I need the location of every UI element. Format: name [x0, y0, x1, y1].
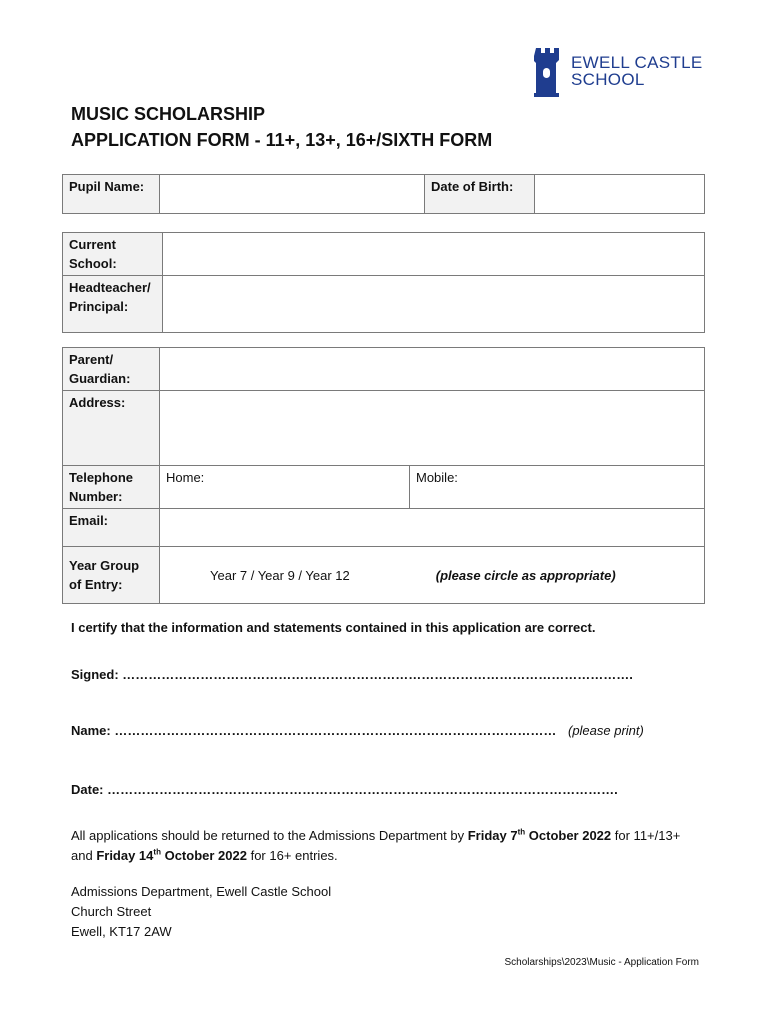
pupil-table: [62, 174, 705, 214]
dob-field[interactable]: [535, 175, 705, 214]
current-school-field[interactable]: [163, 233, 705, 276]
admissions-address: [71, 882, 691, 942]
school-table: [62, 232, 705, 333]
year-group-label: Year Group of Entry:: [63, 547, 160, 604]
school-name-line1: EWELL CASTLE: [571, 53, 703, 72]
instructions-part3: for 16+ entries.: [246, 848, 338, 863]
school-name-line2: SCHOOL: [571, 70, 645, 89]
address-line1: Admissions Department, Ewell Castle School: [71, 884, 332, 899]
page-title: [71, 101, 492, 153]
name-line-wrap: [71, 723, 644, 738]
deadline-2-day: Friday 14: [96, 848, 154, 863]
current-school-label: Current School:: [63, 233, 163, 276]
parent-field[interactable]: [160, 348, 705, 391]
deadline-2: [96, 848, 247, 863]
headteacher-field[interactable]: [163, 276, 705, 333]
address-line2: Church Street: [71, 904, 152, 919]
address-line3: Ewell, KT17 2AW: [71, 924, 172, 939]
home-label: Home:: [166, 470, 205, 485]
deadline-2-month: October 2022: [160, 848, 247, 863]
email-label: Email:: [63, 509, 160, 547]
document-path-footer: Scholarships\2023\Music - Application Form: [504, 957, 699, 968]
name-line[interactable]: Name: …………………………………………………………………………………………: [71, 723, 557, 738]
headteacher-label: Headteacher/ Principal:: [63, 276, 163, 333]
pupil-name-field[interactable]: [160, 175, 425, 214]
deadline-1: [468, 828, 611, 843]
instructions-part2: for 11+/13+ and: [71, 828, 681, 863]
deadline-1-suffix: th: [517, 827, 526, 837]
home-phone-field[interactable]: [160, 466, 410, 509]
telephone-label: Telephone Number:: [63, 466, 160, 509]
date-line[interactable]: Date: ……………………………………………………………………………………………………….: [71, 782, 618, 797]
castle-tower-icon: [534, 48, 559, 97]
circle-note: (please circle as appropriate): [435, 567, 616, 583]
mobile-phone-field[interactable]: [410, 466, 705, 509]
address-label: Address:: [63, 391, 160, 466]
instructions-part1: All applications should be returned to the Admissions Department by: [71, 828, 468, 843]
email-field[interactable]: [160, 509, 705, 547]
deadline-1-month: October 2022: [525, 828, 612, 843]
year-group-field[interactable]: [160, 547, 705, 604]
signed-line[interactable]: Signed: ……………………………………………………………………………………………………….: [71, 667, 633, 682]
mobile-label: Mobile:: [416, 470, 458, 485]
dob-label: Date of Birth:: [425, 175, 535, 214]
title-line1: MUSIC SCHOLARSHIP: [71, 104, 266, 124]
pupil-name-label: Pupil Name:: [63, 175, 160, 214]
address-field[interactable]: [160, 391, 705, 466]
deadline-1-day: Friday 7: [467, 828, 518, 843]
deadline-2-suffix: th: [153, 847, 161, 857]
title-line2: APPLICATION FORM - 11+, 13+, 16+/SIXTH FORM: [71, 130, 493, 150]
parent-label: Parent/ Guardian:: [63, 348, 160, 391]
return-instructions: [71, 826, 691, 866]
certify-statement: I certify that the information and statements contained in this application are correct.: [71, 620, 596, 635]
school-name: [571, 54, 702, 88]
year-options: Year 7 / Year 9 / Year 12: [210, 567, 350, 583]
contact-table: [62, 347, 705, 604]
name-note: (please print): [567, 723, 644, 738]
